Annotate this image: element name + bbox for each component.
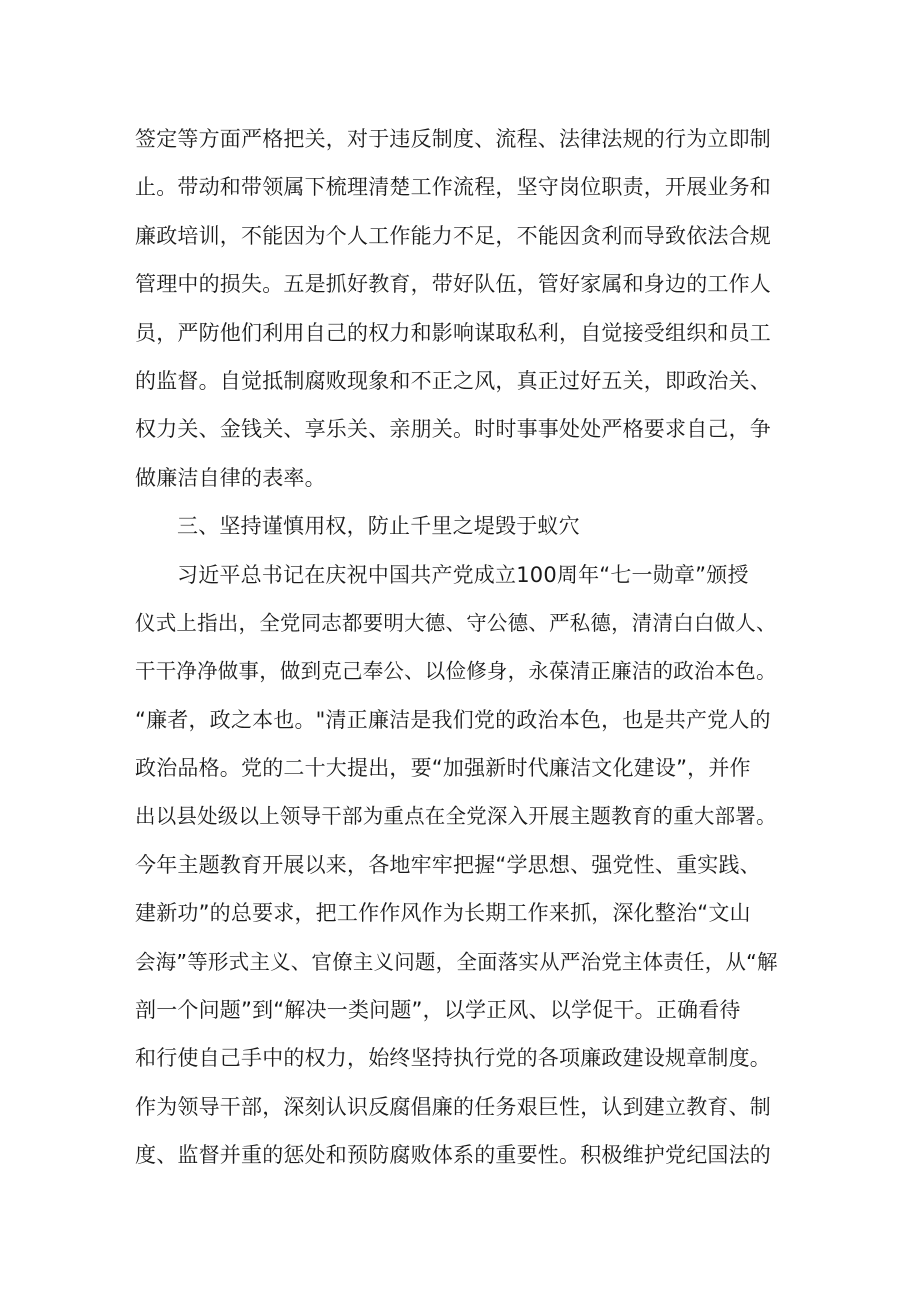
text-line: 权力关、金钱关、享乐关、亲朋关。时时事事处处严格要求自己，争	[135, 417, 771, 442]
section-heading: 三、坚持谨慎用权，防止千里之堤毁于蚁穴	[177, 514, 580, 539]
text-line: 建新功”的总要求，把工作作风作为长期工作来抓，深化整治“文山	[135, 901, 751, 926]
text-line: 仪式上指出，全党同志都要明大德、守公德、严私德，清清白白做人、	[135, 610, 777, 635]
text-line: 止。带动和带领属下梳理清楚工作流程，坚守岗位职责，开展业务和	[135, 175, 771, 200]
text-line: 干干净净做事，做到克己奉公、以俭修身，永葆清正廉洁的政治本色。	[135, 659, 777, 684]
text-line: 做廉洁自律的表率。	[135, 465, 326, 490]
text-line: “廉者，政之本也。"清正廉洁是我们党的政治本色，也是共产党人的	[135, 707, 771, 732]
text-line: 今年主题教育开展以来，各地牢牢把握“学思想、强党性、重实践、	[135, 852, 761, 877]
text-line: 廉政培训，不能因为个人工作能力不足，不能因贪利而导致依法合规	[135, 223, 771, 248]
text-line: 和行使自己手中的权力，始终坚持执行党的各项廉政建设规章制度。	[135, 1046, 771, 1071]
text-line: 管理中的损失。五是抓好教育，带好队伍，管好家属和身边的工作人	[135, 272, 771, 297]
text-line: 会海”等形式主义、官僚主义问题，全面落实从严治党主体责任，从“解	[135, 949, 778, 974]
text-line: 出以县处级以上领导干部为重点在全党深入开展主题教育的重大部署。	[135, 804, 777, 829]
text-line: 度、监督并重的惩处和预防腐败体系的重要性。积极维护党纪国法的	[135, 1143, 771, 1168]
text-line: 剖一个问题”到“解决一类问题”，以学正风、以学促干。正确看待	[135, 998, 741, 1023]
document-body	[135, 115, 785, 1180]
text-line: 员，严防他们利用自己的权力和影响谋取私利，自觉接受组织和员工	[135, 320, 771, 345]
text-line: 政治品格。党的二十大提出，要“加强新时代廉洁文化建设”，并作	[135, 756, 751, 781]
paragraph-start-line: 习近平总书记在庆祝中国共产党成立100周年“七一勋章”颁授	[177, 562, 749, 587]
text-line: 签定等方面严格把关，对于违反制度、流程、法律法规的行为立即制	[135, 127, 771, 151]
text-line: 的监督。自觉抵制腐败现象和不正之风，真正过好五关，即政治关、	[135, 368, 771, 393]
text-line: 作为领导干部，深刻认识反腐倡廉的任务艰巨性，认到建立教育、制	[135, 1094, 771, 1119]
